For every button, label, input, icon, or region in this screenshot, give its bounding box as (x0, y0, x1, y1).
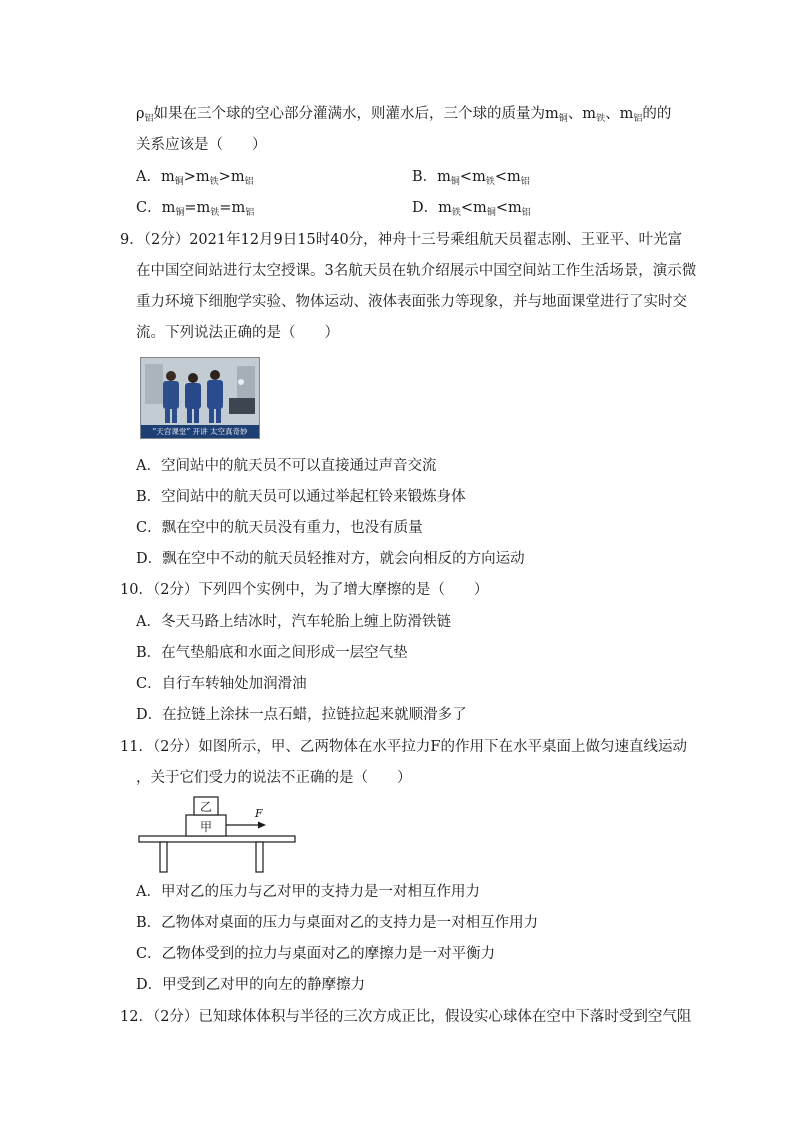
q10-option-d[interactable]: D．在拉链上涂抹一点石蜡，拉链拉起来就顺滑多了 (136, 707, 467, 723)
label-yi: 乙 (199, 800, 213, 814)
block-table-diagram (138, 796, 298, 874)
table-top (139, 836, 295, 842)
q8-option-c[interactable]: C．$m_铜=m_铁=m_铝$ (136, 200, 255, 218)
table-leg-right (256, 842, 263, 872)
q8-option-d[interactable]: D．$m_铁<m_铜<m_铝$ (412, 200, 531, 218)
q9-stem-line-3: 重力环境下细胞学实验、物体运动、液体表面张力等现象，并与地面课堂进行了实时交 (136, 294, 687, 310)
q9-option-b[interactable]: B．空间站中的航天员可以通过举起杠铃来锻炼身体 (136, 489, 466, 505)
q11-stem-line-2: ，关于它们受力的说法不正确的是（ ） (136, 770, 412, 786)
q9-option-c[interactable]: C．飘在空中的航天员没有重力，也没有质量 (136, 520, 423, 536)
q8-option-a[interactable]: A．$m_铜>m_铁>m_铝$ (136, 169, 254, 187)
q9-stem-line-2: 在中国空间站进行太空授课。3名航天员在轨介绍展示中国空间站工作生活场景，演示微 (136, 263, 697, 279)
q11-option-d[interactable]: D．甲受到乙对甲的向左的静摩擦力 (136, 977, 366, 993)
force-arrowhead (258, 822, 266, 829)
q9-option-a[interactable]: A．空间站中的航天员不可以直接通过声音交流 (136, 458, 437, 474)
q9-stem-line-4: 流。下列说法正确的是（ ） (136, 325, 339, 341)
q10-option-a[interactable]: A．冬天马路上结冰时，汽车轮胎上缠上防滑铁链 (136, 614, 451, 630)
q8-line-1: $\rho_铝$如果在三个球的空心部分灌满水，则灌水后，三个球的质量为$m_铜$、$m_铁$、$m_铝$的的 (136, 106, 672, 124)
q8-option-b[interactable]: B．$m_铜<m_铁<m_铝$ (412, 169, 530, 187)
q11-option-b[interactable]: B．乙物体对桌面的压力与桌面对乙的支持力是一对相互作用力 (136, 915, 539, 931)
q11-stem-line-1: 11．（2分）如图所示，甲、乙两物体在水平拉力F的作用下在水平桌面上做匀速直线运动 (120, 739, 687, 755)
q10-option-b[interactable]: B．在气垫船底和水面之间形成一层空气垫 (136, 645, 408, 661)
space-station-photo (140, 357, 260, 439)
q10-option-c[interactable]: C．自行车转轴处加润滑油 (136, 676, 307, 692)
q9-stem-line-1: 9．（2分）2021年12月9日15时40分，神舟十三号乘组航天员翟志刚、王亚平、叶光富 (120, 232, 683, 248)
label-force: F (255, 807, 263, 820)
q11-option-a[interactable]: A．甲对乙的压力与乙对甲的支持力是一对相互作用力 (136, 884, 480, 900)
q9-option-d[interactable]: D．飘在空中不动的航天员轻推对方，就会向相反的方向运动 (136, 551, 525, 567)
photo-caption: “天宫课堂” 开讲 太空真奇妙 (141, 425, 259, 438)
table-leg-left (160, 842, 167, 872)
q11-option-c[interactable]: C．乙物体受到的拉力与桌面对乙的摩擦力是一对平衡力 (136, 946, 496, 962)
q8-line-2: 关系应该是（ ） (136, 137, 267, 153)
force-diagram (138, 796, 298, 874)
q12-stem-line-1: 12．（2分）已知球体体积与半径的三次方成正比，假设实心球体在空中下落时受到空气阻 (120, 1009, 692, 1025)
label-jia: 甲 (199, 820, 213, 834)
q10-stem: 10．（2分）下列四个实例中，为了增大摩擦的是（ ） (120, 582, 489, 598)
